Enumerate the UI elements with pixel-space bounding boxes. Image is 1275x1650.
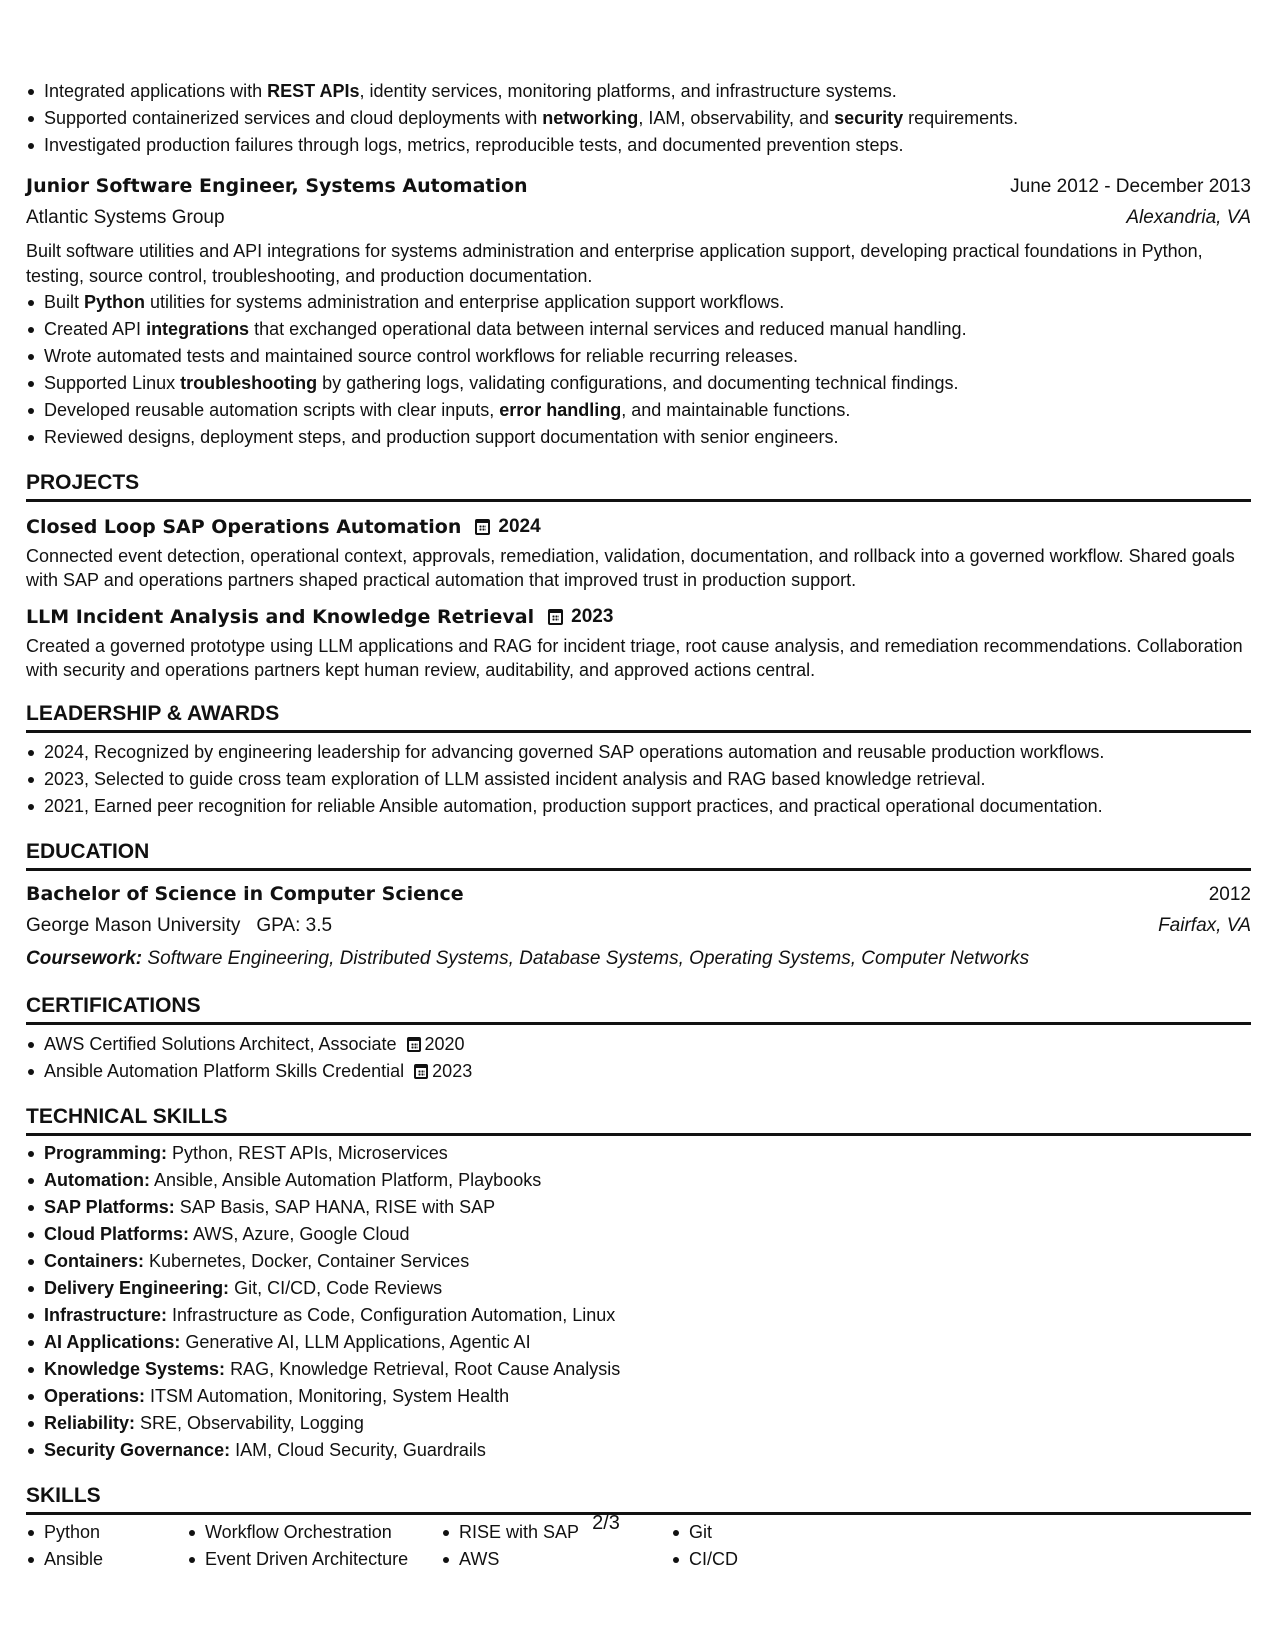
list-item: Investigated production failures through logs, metrics, reproducible tests, and documented prevention steps. xyxy=(26,132,1251,159)
degree: Bachelor of Science in Computer Science xyxy=(26,883,464,905)
graduation-year: 2012 xyxy=(1208,884,1251,905)
school-name: George Mason University xyxy=(26,915,241,936)
certifications-list xyxy=(26,1031,1251,1085)
job-location: Alexandria, VA xyxy=(1126,207,1251,228)
list-item: Knowledge Systems: RAG, Knowledge Retrieval, Root Cause Analysis xyxy=(26,1356,1251,1383)
list-item: Event Driven Architecture xyxy=(187,1546,441,1573)
list-item: Workflow Orchestration xyxy=(187,1519,441,1546)
list-item: Developed reusable automation scripts with clear inputs, error handling, and maintainable functions. xyxy=(26,397,1251,424)
job-company-row xyxy=(26,202,1251,234)
job-bullets xyxy=(26,289,1251,451)
coursework xyxy=(26,944,1251,974)
list-item: Reviewed designs, deployment steps, and production support documentation with senior engineers. xyxy=(26,424,1251,451)
list-item: Built Python utilities for systems administration and enterprise application support workflows. xyxy=(26,289,1251,316)
list-item: Automation: Ansible, Ansible Automation Platform, Playbooks xyxy=(26,1167,1251,1194)
technical-skills-heading: TECHNICAL SKILLS xyxy=(26,1103,1251,1136)
skills-heading: SKILLS xyxy=(26,1482,1251,1515)
list-item: 2021, Earned peer recognition for reliable Ansible automation, production support practices, and practical operational documentation. xyxy=(26,793,1251,820)
project-description: Created a governed prototype using LLM applications and RAG for incident triage, root cause analysis, and remediation recommendations. Collaboration with security and operations partners kept human review, auditability, and approved actions central. xyxy=(26,636,1243,680)
list-item xyxy=(26,1031,1251,1058)
list-item: 2023, Selected to guide cross team exploration of LLM assisted incident analysis and RAG based knowledge retrieval. xyxy=(26,766,1251,793)
list-item: Ansible xyxy=(26,1546,187,1573)
list-item: Integrated applications with REST APIs, identity services, monitoring platforms, and infrastructure systems. xyxy=(26,78,1251,105)
school-row xyxy=(26,910,1251,942)
list-item: Python xyxy=(26,1519,187,1546)
list-item: Created API integrations that exchanged operational data between internal services and reduced manual handling. xyxy=(26,316,1251,343)
list-item: RISE with SAP xyxy=(441,1519,671,1546)
previous-job-bullets xyxy=(26,78,1251,159)
education-heading: EDUCATION xyxy=(26,838,1251,871)
project-description: Connected event detection, operational context, approvals, remediation, validation, documentation, and rollback into a governed workflow. Shared goals with SAP and operations partners shaped practical automation that improved trust in production support. xyxy=(26,546,1235,590)
list-item: Infrastructure: Infrastructure as Code, Configuration Automation, Linux xyxy=(26,1302,1251,1329)
project-header xyxy=(26,602,1251,632)
leadership-list xyxy=(26,739,1251,820)
job-description: Built software utilities and API integrations for systems administration and enterprise application support, developing practical foundations in Python, testing, source control, troubleshooting, and production documentation. xyxy=(26,241,1203,286)
calendar-icon xyxy=(548,609,563,625)
page-number: 2/3 xyxy=(592,1512,620,1534)
list-item: Cloud Platforms: AWS, Azure, Google Cloud xyxy=(26,1221,1251,1248)
calendar-icon xyxy=(407,1037,421,1052)
list-item: SAP Platforms: SAP Basis, SAP HANA, RISE with SAP xyxy=(26,1194,1251,1221)
projects-heading: PROJECTS xyxy=(26,469,1251,502)
list-item xyxy=(26,1058,1251,1085)
certification-year: 2023 xyxy=(432,1061,473,1081)
certification-year: 2020 xyxy=(424,1034,465,1054)
project-year: 2023 xyxy=(571,606,614,627)
list-item: AI Applications: Generative AI, LLM Applications, Agentic AI xyxy=(26,1329,1251,1356)
list-item: Security Governance: IAM, Cloud Security, Guardrails xyxy=(26,1437,1251,1464)
list-item: Supported containerized services and cloud deployments with networking, IAM, observability, and security requirements. xyxy=(26,105,1251,132)
list-item: Supported Linux troubleshooting by gathering logs, validating configurations, and documenting technical findings. xyxy=(26,370,1251,397)
resume-content xyxy=(26,78,1251,1573)
list-item: 2024, Recognized by engineering leadership for advancing governed SAP operations automation and reusable production workflows. xyxy=(26,739,1251,766)
coursework-label: Coursework: xyxy=(26,948,143,969)
list-item: Containers: Kubernetes, Docker, Container Services xyxy=(26,1248,1251,1275)
list-item: Reliability: SRE, Observability, Logging xyxy=(26,1410,1251,1437)
list-item: Operations: ITSM Automation, Monitoring, System Health xyxy=(26,1383,1251,1410)
job-title: Junior Software Engineer, Systems Automation xyxy=(26,175,528,197)
technical-skills-list xyxy=(26,1140,1251,1464)
list-item: AWS xyxy=(441,1546,671,1573)
project-year: 2024 xyxy=(498,516,541,537)
calendar-icon xyxy=(414,1064,428,1079)
leadership-heading: LEADERSHIP & AWARDS xyxy=(26,700,1251,733)
certifications-heading: CERTIFICATIONS xyxy=(26,992,1251,1025)
project-title: Closed Loop SAP Operations Automation xyxy=(26,516,462,538)
certification-name: AWS Certified Solutions Architect, Associate xyxy=(44,1034,397,1054)
job-company: Atlantic Systems Group xyxy=(26,207,225,228)
list-item: CI/CD xyxy=(671,1546,871,1573)
job-dates: June 2012 - December 2013 xyxy=(1010,176,1251,197)
certification-name: Ansible Automation Platform Skills Credential xyxy=(44,1061,405,1081)
gpa: GPA: 3.5 xyxy=(256,915,333,936)
school-location: Fairfax, VA xyxy=(1158,915,1251,936)
job-header xyxy=(26,171,1251,202)
project-title: LLM Incident Analysis and Knowledge Retrieval xyxy=(26,606,535,628)
list-item: Delivery Engineering: Git, CI/CD, Code Reviews xyxy=(26,1275,1251,1302)
calendar-icon xyxy=(475,519,490,535)
list-item: Programming: Python, REST APIs, Microservices xyxy=(26,1140,1251,1167)
education-header xyxy=(26,879,1251,910)
project-header xyxy=(26,512,1251,542)
list-item: Git xyxy=(671,1519,871,1546)
list-item: Wrote automated tests and maintained source control workflows for reliable recurring releases. xyxy=(26,343,1251,370)
coursework-list: Software Engineering, Distributed Systems, Database Systems, Operating Systems, Computer Networks xyxy=(147,948,1030,969)
